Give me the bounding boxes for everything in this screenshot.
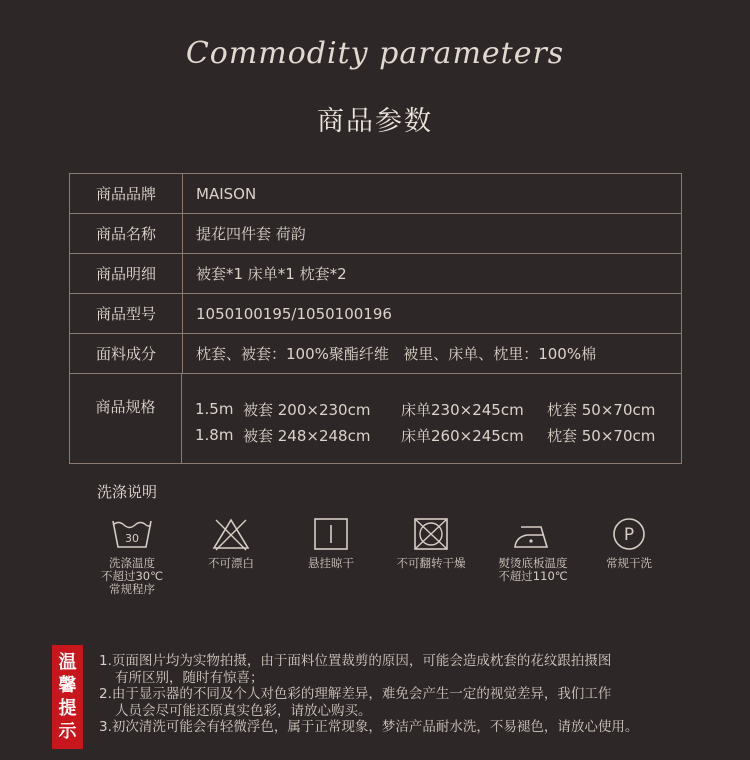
param-label: 商品规格 bbox=[70, 374, 182, 463]
wash-item-no-bleach bbox=[176, 517, 286, 570]
param-label: 面料成分 bbox=[70, 334, 183, 373]
spec-sheet: 床单260×245cm bbox=[401, 426, 524, 445]
spec-row bbox=[195, 396, 681, 422]
wash-item-dry-clean bbox=[574, 517, 684, 570]
dry-clean-icon bbox=[609, 517, 649, 551]
wash-label: 洗涤温度 不超过30℃ 常规程序 bbox=[100, 556, 164, 596]
spec-pillow: 枕套 50×70cm bbox=[547, 400, 656, 419]
dry-clean-letter: P bbox=[623, 525, 635, 545]
wash-30-icon bbox=[110, 517, 154, 551]
param-row-model bbox=[70, 294, 681, 334]
param-value: 被套*1 床单*1 枕套*2 bbox=[196, 265, 347, 283]
parameter-table bbox=[69, 173, 682, 464]
wash-item-no-tumble-dry bbox=[376, 517, 486, 570]
spec-size: 1.5m bbox=[195, 400, 234, 418]
param-value: 提花四件套 荷韵 bbox=[196, 225, 306, 243]
param-label: 商品明细 bbox=[70, 254, 183, 293]
wash-item-iron bbox=[478, 517, 588, 583]
wash-item-30 bbox=[77, 517, 187, 596]
page-title: 商品参数 bbox=[317, 106, 433, 137]
param-row-fabric bbox=[70, 334, 681, 374]
notice-line: 有所区别，随时有惊喜； bbox=[115, 669, 264, 686]
notice-line: 1.页面图片均为实物拍摄，由于面料位置裁剪的原因，可能会造成枕套的花纹跟拍摄图 bbox=[99, 653, 612, 669]
param-row-brand bbox=[70, 174, 681, 214]
no-bleach-icon bbox=[211, 517, 251, 551]
wash-label: 不可漂白 bbox=[208, 556, 254, 570]
param-label: 商品型号 bbox=[70, 294, 183, 333]
param-label: 商品品牌 bbox=[70, 174, 183, 213]
wash-label: 悬挂晾干 bbox=[308, 556, 354, 570]
spec-duvet: 被套 248×248cm bbox=[243, 426, 371, 445]
notice-line: 2.由于显示器的不同及个人对色彩的理解差异，难免会产生一定的视觉差异，我们工作 bbox=[99, 686, 612, 702]
wash-item-line-dry bbox=[276, 517, 386, 570]
spec-duvet: 被套 200×230cm bbox=[243, 400, 371, 419]
iron-icon bbox=[511, 517, 555, 551]
notice-badge: 温 馨 提 示 bbox=[52, 645, 83, 749]
spec-row bbox=[195, 422, 681, 448]
param-value: 1050100195/1050100196 bbox=[196, 304, 392, 323]
param-row-details bbox=[70, 254, 681, 294]
param-value: 枕套、被套：100%聚酯纤维 被里、床单、枕里：100%棉 bbox=[196, 345, 597, 363]
script-title: Commodity parameters bbox=[185, 36, 565, 71]
wash-temp-text: 30 bbox=[125, 532, 139, 545]
spec-sheet: 床单230×245cm bbox=[401, 400, 524, 419]
notice-text bbox=[99, 653, 638, 736]
param-label: 商品名称 bbox=[70, 214, 183, 253]
line-dry-icon bbox=[311, 517, 351, 551]
wash-label: 常规干洗 bbox=[606, 556, 652, 570]
spec-size: 1.8m bbox=[195, 426, 234, 444]
notice-line: 3.初次清洗可能会有轻微浮色，属于正常现象，梦洁产品耐水洗，不易褪色，请放心使用。 bbox=[99, 719, 639, 735]
wash-label: 不可翻转干燥 bbox=[396, 556, 466, 570]
wash-title: 洗涤说明 bbox=[97, 483, 158, 501]
param-value: MAISON bbox=[196, 184, 257, 203]
param-row-specs bbox=[70, 374, 681, 463]
notice-line: 人员会尽可能还原真实色彩，请放心购买。 bbox=[115, 702, 372, 719]
spec-pillow: 枕套 50×70cm bbox=[547, 426, 656, 445]
no-tumble-dry-icon bbox=[411, 517, 451, 551]
wash-label: 熨烫底板温度 不超过110℃ bbox=[498, 556, 568, 583]
spec-list bbox=[182, 374, 681, 463]
param-row-name bbox=[70, 214, 681, 254]
